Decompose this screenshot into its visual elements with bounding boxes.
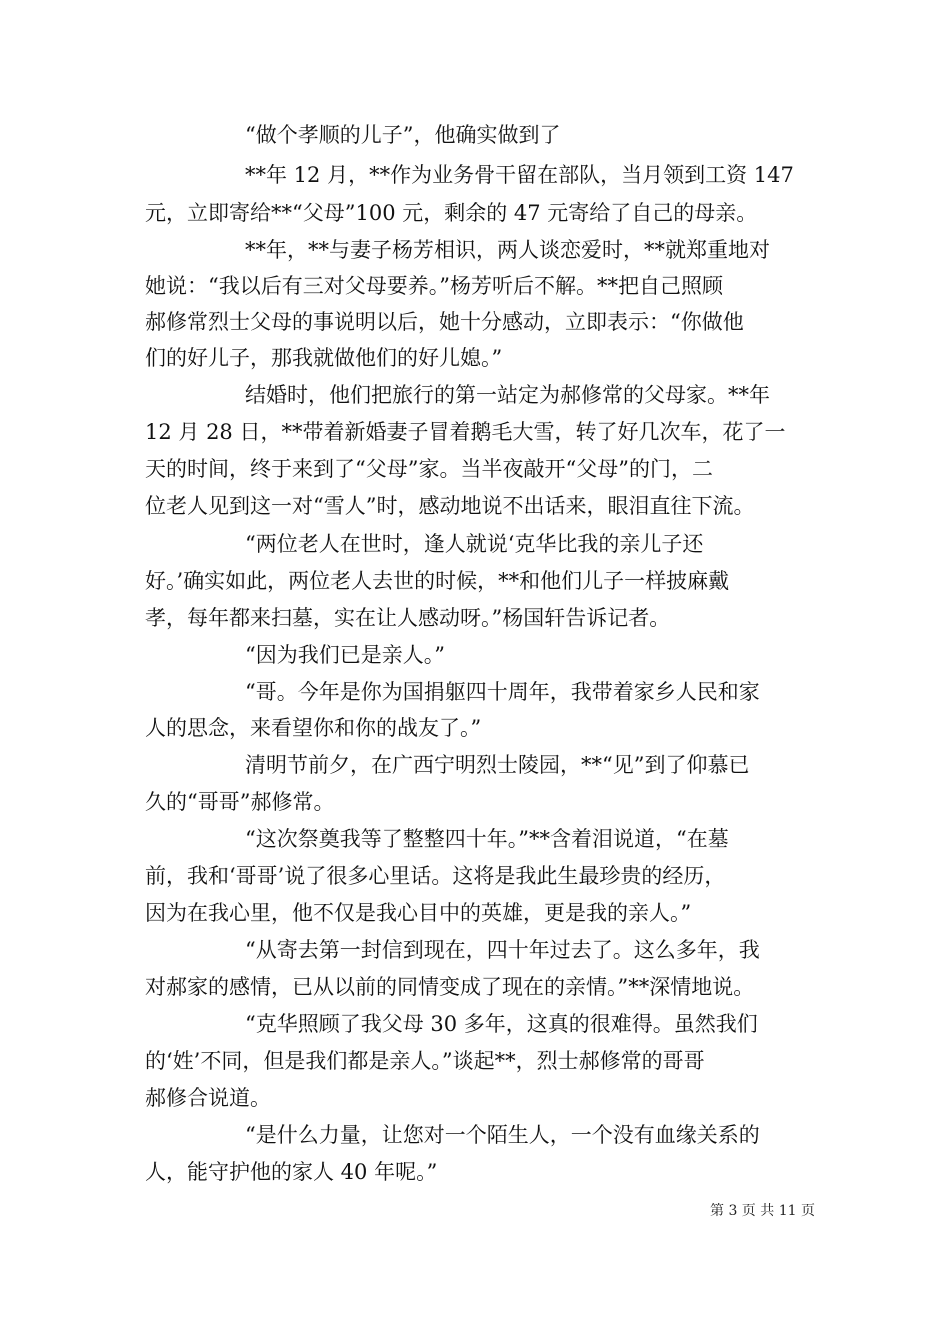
text-line: 前，我和‘哥哥’说了很多心里话。这将是我此生最珍贵的经历， [145,864,726,888]
page-number: 第 3 页 共 11 页 [710,1203,815,1219]
text-line: “因为我们已是亲人。” [245,643,445,667]
text-line: “两位老人在世时，逢人就说‘克华比我的亲儿子还 [245,532,704,556]
text-line: 孝，每年都来扫墓，实在让人感动呀。”杨国轩告诉记者。 [145,606,671,630]
text-line: 天的时间，终于来到了“父母”家。当半夜敲开“父母”的门，二 [145,457,713,481]
text-line: 郝修常烈士父母的事说明以后，她十分感动，立即表示：“你做他 [145,310,744,334]
text-line: 人的思念，来看望你和你的战友了。” [145,716,482,740]
text-line: 元，立即寄给**“父母”100 元，剩余的 47 元寄给了自己的母亲。 [145,201,758,225]
text-line: 清明节前夕，在广西宁明烈士陵园，**“见”到了仰慕已 [245,753,750,777]
text-line: “是什么力量，让您对一个陌生人，一个没有血缘关系的 [245,1123,760,1147]
text-line: “做个孝顺的儿子”，他确实做到了 [245,123,561,147]
text-line: 因为在我心里，他不仅是我心目中的英雄，更是我的亲人。” [145,901,692,925]
text-line: 她说：“我以后有三对父母要养。”杨芳听后不解。**把自己照顾 [145,274,723,298]
text-line: 好。’确实如此，两位老人去世的时候，**和他们儿子一样披麻戴 [145,569,730,593]
text-line: “这次祭奠我等了整整四十年。”**含着泪说道，“在墓 [245,827,729,851]
text-line: **年 12 月，**作为业务骨干留在部队，当月领到工资 147 [245,163,794,187]
text-line: 结婚时，他们把旅行的第一站定为郝修常的父母家。**年 [245,383,770,407]
text-line: 郝修合说道。 [145,1086,271,1110]
text-line: 对郝家的感情，已从以前的同情变成了现在的亲情。”**深情地说。 [145,975,755,999]
text-line: 们的好儿子，那我就做他们的好儿媳。” [145,346,503,370]
text-line: “克华照顾了我父母 30 多年，这真的很难得。虽然我们 [245,1012,758,1036]
text-line: 久的“哥哥”郝修常。 [145,790,335,814]
text-line: **年，**与妻子杨芳相识，两人谈恋爱时，**就郑重地对 [245,238,770,262]
text-line: 12 月 28 日，**带着新婚妻子冒着鹅毛大雪，转了好几次车，花了一 [145,420,786,444]
text-line: 的‘姓’不同，但是我们都是亲人。”谈起**，烈士郝修常的哥哥 [145,1049,705,1073]
text-line: “哥。今年是你为国捐躯四十周年，我带着家乡人民和家 [245,680,760,704]
text-line: 人，能守护他的家人 40 年呢。” [145,1160,438,1184]
text-line: 位老人见到这一对“雪人”时，感动地说不出话来，眼泪直往下流。 [145,494,755,518]
text-line: “从寄去第一封信到现在，四十年过去了。这么多年，我 [245,938,760,962]
